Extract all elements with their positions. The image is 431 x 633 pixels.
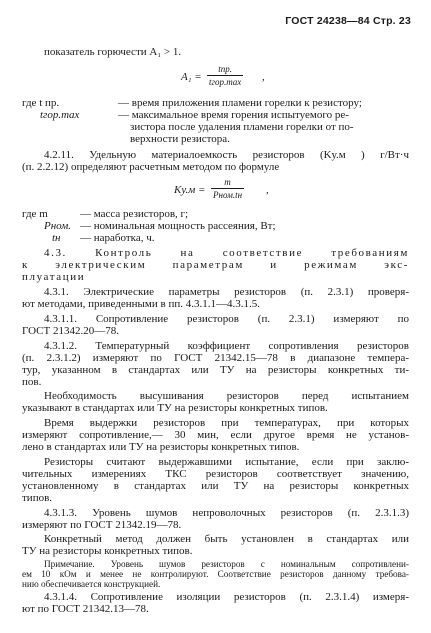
para-4314-line1: 4.3.1.4. Сопротивление изоляции резисторов (п. 2.3.1.4) измеря- xyxy=(44,590,409,603)
note-line2: ем 10 кОм и менее не контролируют. Соответствие резисторов данному требова- xyxy=(22,568,409,579)
formula1-denominator: tгор.max xyxy=(209,77,242,88)
formula2-fraction xyxy=(211,177,244,201)
formula2-denominator: Pном.tн xyxy=(213,189,243,200)
para-4311-line1: 4.3.1.1. Сопротивление резисторов (п. 2.3.1) измеряют по xyxy=(44,312,409,325)
formula1-trail: , xyxy=(262,71,265,84)
para-pass-line3: установленному в стандартах или ТУ на резисторы конкретных xyxy=(22,480,409,493)
para-method-line2: ТУ на резисторы конкретных типов. xyxy=(22,544,193,557)
formula1-lhs: A₁ = xyxy=(181,71,202,84)
def1-symbol: где t пр. xyxy=(22,97,60,110)
para-4312-line3: тур, указанном в стандартах или ТУ на резисторы конкретных ти- xyxy=(22,363,409,376)
formula2-lhs: Kу.м = xyxy=(174,184,206,197)
section-43-line2: к электрическим параметрам и режимам экс- xyxy=(22,259,409,272)
para-4312-line4: пов. xyxy=(22,375,42,388)
section-43-line3: плуатации xyxy=(22,271,86,284)
formula1-fraction xyxy=(207,64,243,88)
formula2-numerator: m xyxy=(224,176,231,187)
def2-symbol: tгор.max xyxy=(40,109,80,122)
para-4313-line2: измеряют по ГОСТ 21342.19—78. xyxy=(22,518,182,531)
para-431-line1: 4.3.1. Электрические параметры резисторов (п. 2.3.1) проверя- xyxy=(44,285,409,298)
para-4211-line1: 4.2.11. Удельную материалоемкость резисторов (Kу.м ) г/Вт·ч xyxy=(44,149,409,162)
def-p-symbol: Pном. xyxy=(44,220,72,233)
para-4312-line2: (п. 2.3.1.2) измеряют по ГОСТ 21342.15—78 в диапазоне темпера- xyxy=(22,351,409,364)
para-431-line2: ют методами, приведенными в пп. 4.3.1.1—4.3.1.5. xyxy=(22,297,260,310)
def2-cont1: зистора после удаления пламени горелки от по- xyxy=(130,121,354,134)
def-m-symbol: где m xyxy=(22,208,48,221)
def-p-text: — номинальная мощность рассеяния, Вт; xyxy=(80,220,276,233)
def2-text: — максимальное время горения испытуемого ре- xyxy=(118,109,349,122)
formula1-numerator: tпр. xyxy=(218,64,233,75)
para-time-line3: лено в стандартах или ТУ на резисторы конкретных типов. xyxy=(22,441,300,454)
para-pass-line4: типов. xyxy=(22,492,53,505)
para-4211-line2: (п. 2.2.12) определяют расчетным методом по формуле xyxy=(22,161,280,174)
def1-text: — время приложения пламени горелки к резистору; xyxy=(118,97,362,110)
para-dry-line2: указывают в стандартах или ТУ на резисторы конкретных типов. xyxy=(22,402,328,415)
note-line3: нию обеспечивается конструкцией. xyxy=(22,579,161,590)
note-line1: Примечание. Уровень шумов резисторов с номинальным сопротивлени- xyxy=(44,558,409,569)
para-dry-line1: Необходимость высушивания резисторов перед испытанием xyxy=(44,390,409,403)
def-t-text: — наработка, ч. xyxy=(80,232,155,245)
para-method-line1: Конкретный метод должен быть установлен в стандартах или xyxy=(44,532,409,545)
section-43-line1: 4.3. Контроль на соответствие требованиям xyxy=(44,247,409,260)
para-pass-line2: чительных измерениях ТКС резисторов соответствует значению, xyxy=(22,468,409,481)
para-time-line2: измеряют сопротивление,— 30 мин, если другое время не установ- xyxy=(22,429,409,442)
def-m-text: — масса резисторов, г; xyxy=(80,208,189,221)
para-4312-line1: 4.3.1.2. Температурный коэффициент сопротивления резисторов xyxy=(44,339,409,352)
para-pass-line1: Резисторы считают выдержавшими испытание, если при заклю- xyxy=(44,456,409,468)
para-4313-line1: 4.3.1.3. Уровень шумов непроволочных резисторов (п. 2.3.1.3) xyxy=(44,506,409,519)
para-4314-line2: ют по ГОСТ 21342.13—78. xyxy=(22,603,149,615)
para-time-line1: Время выдержки резисторов при температурах, при которых xyxy=(44,417,409,430)
def-t-symbol: tн xyxy=(52,232,61,245)
def2-cont2: верхности резистора. xyxy=(130,133,230,146)
page-header: ГОСТ 24238—84 Стр. 23 xyxy=(285,15,411,27)
formula2-trail: , xyxy=(266,184,269,197)
para-4311-line2: ГОСТ 21342.20—78. xyxy=(22,324,119,337)
intro-line: показатель горючести A₁ > 1. xyxy=(44,45,182,58)
